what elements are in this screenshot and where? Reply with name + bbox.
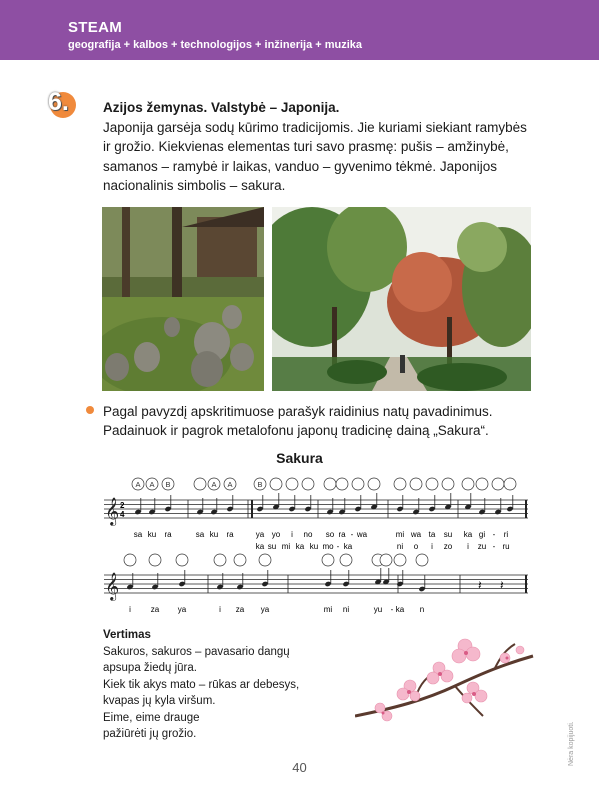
lyric-syllable: sa [133, 530, 143, 539]
note-answer-circle [416, 554, 428, 566]
note-letter: B [165, 480, 171, 489]
note-answer-circle [324, 478, 336, 490]
lyric-syllable: ru [502, 542, 510, 551]
lyric-syllable: so [325, 530, 335, 539]
lyric-syllable: ka [255, 542, 265, 551]
note-answer-circle [149, 554, 161, 566]
note-answer-circle [336, 478, 348, 490]
note-answer-circle [368, 478, 380, 490]
translation-line: pažiūrėti jų grožio. [103, 728, 197, 740]
lyric-syllable: - [390, 605, 394, 614]
exercise-number: 6. [48, 88, 69, 116]
task-bullet [86, 406, 94, 414]
garden-path-photo [272, 207, 531, 391]
exercise-heading: Azijos žemynas. Valstybė – Japonija. [103, 100, 340, 115]
lyric-syllable: - [492, 530, 496, 539]
lyric-syllable: o [413, 542, 419, 551]
note-answer-circle [286, 478, 298, 490]
note-answer-circle [302, 478, 314, 490]
note-answer-circle [476, 478, 488, 490]
lyric-syllable: ku [209, 530, 219, 539]
note-answer-circle [352, 478, 364, 490]
lyric-syllable: i [129, 605, 131, 614]
lyric-syllable: mo [322, 542, 334, 551]
translation-line: Eime, eime drauge [103, 711, 200, 724]
lyric-syllable: ku [147, 530, 157, 539]
note-letter: A [227, 480, 233, 489]
lyric-syllable: ka [463, 530, 473, 539]
note-answer-circle [214, 554, 226, 566]
note-answer-circle [410, 478, 422, 490]
note-answer-circle [380, 554, 392, 566]
lyric-syllable: mi [395, 530, 405, 539]
lyric-syllable: ra [338, 530, 346, 539]
quarter-rest: 𝄽 [500, 578, 504, 592]
lyric-syllable: yo [271, 530, 281, 539]
note-answer-circle [492, 478, 504, 490]
translation-line: Sakuros, sakuros – pavasario dangų [103, 645, 290, 658]
lyric-syllable: ka [395, 605, 405, 614]
note-answer-circle [504, 478, 516, 490]
translation-heading: Vertimas [103, 629, 151, 641]
quarter-rest: 𝄽 [478, 578, 482, 592]
lyric-syllable: i [219, 605, 221, 614]
lyric-syllable: - [492, 542, 496, 551]
side-note-text: Nėra kopijuoti. [568, 721, 575, 766]
lyric-syllable: su [267, 542, 277, 551]
note-answer-circle [442, 478, 454, 490]
treble-clef: 𝄞 [105, 497, 120, 525]
page-number: 40 [292, 760, 307, 775]
lyric-syllable: ra [226, 530, 234, 539]
lyric-syllable: - [350, 530, 354, 539]
note-answer-circle [340, 554, 352, 566]
lyric-syllable: no [303, 530, 313, 539]
lyric-syllable: ka [295, 542, 305, 551]
lyric-syllable: ni [342, 605, 350, 614]
lyric-syllable: ni [396, 542, 404, 551]
sheet-music [100, 470, 530, 620]
lyric-syllable: mi [281, 542, 291, 551]
exercise-intro [103, 98, 533, 196]
lyric-syllable: ta [428, 530, 436, 539]
lyric-syllable: wa [410, 530, 422, 539]
translation-block [103, 627, 299, 743]
lyric-syllable: ya [260, 605, 270, 614]
lyric-syllable: ka [343, 542, 353, 551]
note-answer-circle [394, 554, 406, 566]
lyric-syllable: yu [373, 605, 383, 614]
time-signature-top: 2 [120, 501, 125, 510]
note-answer-circle [426, 478, 438, 490]
lyric-syllable: ku [309, 542, 319, 551]
lyric-syllable: zu [477, 542, 487, 551]
lyric-syllable: i [431, 542, 433, 551]
note-letter: A [149, 480, 155, 489]
lyric-syllable: ra [164, 530, 172, 539]
lyric-syllable: wa [356, 530, 368, 539]
lyric-syllable: sa [195, 530, 205, 539]
lyric-syllable: za [235, 605, 245, 614]
header-subtitle: geografija + kalbos + technologijos + inžinerija + muzika [68, 39, 363, 51]
exercise-text: Japonija garsėja sodų kūrimo tradicijomis. Jie kuriami siekiant ramybės ir grožio. Kiekvienas elementas turi savo prasmę: pušis – amžinybė, samanos – ramybė ir laikas, vanduo – gyvenimo tėkmė. Japonijos nacionalinis simbolis – sakura. [103, 119, 527, 193]
lyric-syllable: zo [443, 542, 453, 551]
note-answer-circle [234, 554, 246, 566]
lyric-syllable: za [150, 605, 160, 614]
time-signature-bottom: 4 [120, 510, 125, 519]
lyric-syllable: i [291, 530, 293, 539]
lyric-syllable: mi [323, 605, 333, 614]
header-title: STEAM [68, 19, 122, 36]
lyric-syllable: - [336, 542, 340, 551]
garden-statues-photo [102, 207, 264, 391]
lyric-syllable: ri [503, 530, 509, 539]
lyric-syllable: su [443, 530, 453, 539]
song-title: Sakura [276, 450, 323, 466]
lyric-syllable: ya [177, 605, 187, 614]
note-answer-circle [322, 554, 334, 566]
cherry-blossom-illustration [355, 628, 535, 728]
note-letter: A [135, 480, 141, 489]
exercise-number-badge [48, 88, 76, 118]
note-answer-circle [176, 554, 188, 566]
note-answer-circle [462, 478, 474, 490]
lyric-syllable: gi [478, 530, 486, 539]
note-answer-circle [194, 478, 206, 490]
side-note [568, 706, 582, 766]
translation-line: kvapas jų kyla viršum. [103, 695, 216, 707]
translation-line: Kiek tik akys mato – rūkas ar debesys, [103, 678, 300, 691]
lyric-syllable: n [419, 605, 425, 614]
note-letter: B [257, 480, 263, 489]
note-answer-circle [270, 478, 282, 490]
note-letter: A [211, 480, 217, 489]
steam-header-bar [0, 0, 599, 60]
lyric-syllable: ya [255, 530, 265, 539]
note-answer-circle [394, 478, 406, 490]
note-answer-circle [259, 554, 271, 566]
treble-clef: 𝄞 [105, 572, 120, 600]
note-answer-circle [124, 554, 136, 566]
translation-line: apsupa žiedų jūra. [103, 662, 197, 674]
task-instruction: Pagal pavyzdį apskritimuose parašyk raidinius natų pavadinimus. Padainuok ir pagrok metalofonu japonų tradicinę dainą „Sakura“. [103, 404, 493, 438]
lyric-syllable: i [467, 542, 469, 551]
